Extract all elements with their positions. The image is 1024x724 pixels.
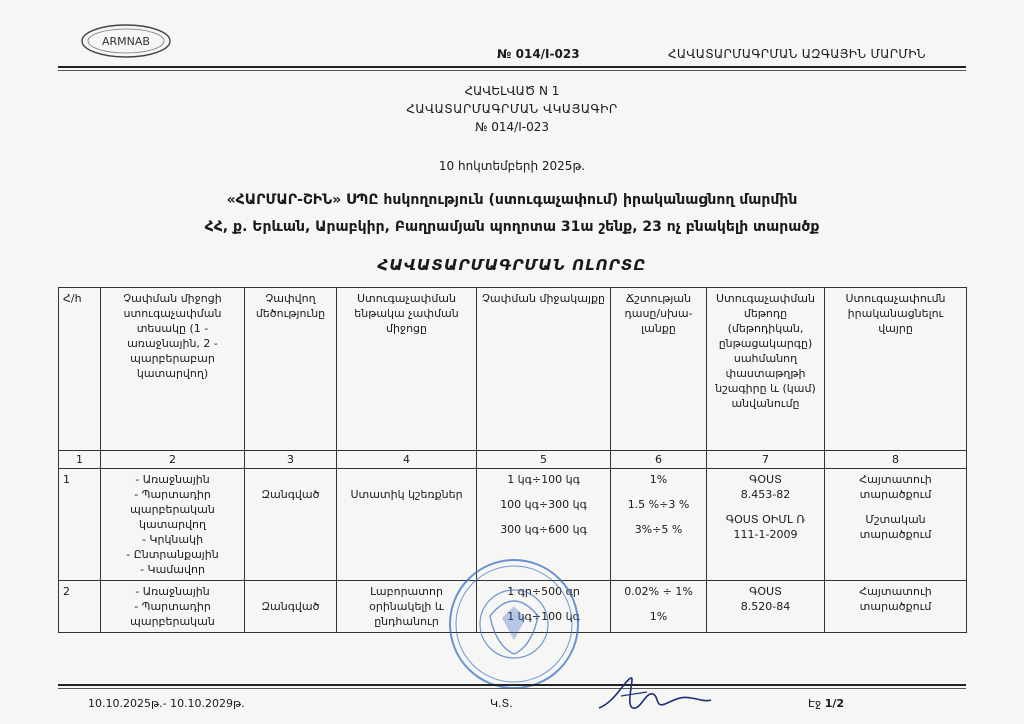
page-label: Էջ [808, 697, 822, 710]
header-divider-thin [58, 70, 966, 71]
column-number: 1 [59, 451, 101, 469]
header-divider [58, 66, 966, 68]
scope-title: ՀԱՎԱՏԱՐՄԱԳՐՄԱՆ ՈԼՈՐՏԸ [377, 256, 647, 274]
header-certificate-number: № 014/I-023 [497, 47, 580, 61]
column-number: 8 [825, 451, 967, 469]
header-no: Հ/հ [59, 288, 101, 451]
column-number: 7 [707, 451, 825, 469]
footer-divider-thin [58, 688, 966, 689]
row-places: Հայտատուի տարածքում [825, 581, 967, 633]
row-quantity: Զանգված [245, 581, 337, 633]
row-instrument: Լաբորատոր օրինակելի և ընդհանուր [337, 581, 477, 633]
header-organization: ՀԱՎԱՏԱՐՄԱԳՐՄԱՆ ԱԶԳԱՅԻՆ ՄԱՐՄԻՆ [668, 47, 926, 61]
row-no: 1 [59, 469, 101, 581]
column-number: 5 [477, 451, 611, 469]
column-number: 2 [101, 451, 245, 469]
row-accuracy: 1% 1.5 %÷3 % 3%÷5 % [611, 469, 707, 581]
page-number: 1/2 [824, 697, 845, 710]
annex-title: ՀԱՎԵԼՎԱԾ N 1 [464, 84, 560, 98]
official-seal-stamp [446, 556, 582, 692]
body-address: ՀՀ, ք. Երևան, Արաբկիր, Բաղրամյան պողոտա 31ա շենք, 23 ոչ բնակելի տարածք [204, 219, 820, 235]
header-range: Չափման միջակայքը [477, 288, 611, 451]
header-quantity: Չափվող մեծությունը [245, 288, 337, 451]
row-methods: ԳՕՍՏ 8.453-82 ԳՕՍՏ ՕԻՄԼ Ռ 111-1-2009 [707, 469, 825, 581]
certificate-number: № 014/I-023 [474, 120, 549, 134]
armnab-logo [80, 22, 172, 60]
row-places: Հայտատուի տարածքում Մշտական տարածքում [825, 469, 967, 581]
column-number: 4 [337, 451, 477, 469]
issue-date: 10 հոկտեմբերի 2025թ. [438, 159, 586, 173]
header-accuracy: Ճշտության դասը/սխա-լանքը [611, 288, 707, 451]
column-number: 3 [245, 451, 337, 469]
column-number-row [59, 451, 967, 469]
table-header-row [59, 288, 967, 451]
header-method: Ստուգաչափման մեթոդը (մեթոդիկան, ընթացակարգը) սահմանող փաստաթղթի նշագիրը և (կամ) անվանումը [707, 288, 825, 451]
row-methods: ԳՕՍՏ 8.520-84 [707, 581, 825, 633]
row-ranges: 1 գր÷500 գր 1 կգ÷100 կգ [477, 581, 611, 633]
header-instrument: Ստուգաչափման ենթակա չափման միջոցը [337, 288, 477, 451]
header-place: Ստուգաչափումն իրականացնելու վայրը [825, 288, 967, 451]
row-no: 2 [59, 581, 101, 633]
row-verification-types: - Առաջնային - Պարտադիր պարբերական [101, 581, 245, 633]
footer-divider [58, 684, 966, 686]
row-quantity: Զանգված [245, 469, 337, 581]
signature [595, 672, 715, 716]
header-verification-type: Չափման միջոցի ստուգաչափման տեսակը (1 - առաջնային, 2 - պարբերաբար կատարվող) [101, 288, 245, 451]
row-instrument: Ստատիկ կշեռքներ [337, 469, 477, 581]
column-number: 6 [611, 451, 707, 469]
row-accuracy: 0.02% ÷ 1% 1% [611, 581, 707, 633]
validity-period: 10.10.2025թ.- 10.10.2029թ. [88, 697, 245, 710]
row-ranges: 1 կգ÷100 կգ 100 կգ÷300 կգ 300 կգ÷600 կգ [477, 469, 611, 581]
page-indicator [808, 697, 844, 710]
seal-place-mark: Կ.Տ. [490, 697, 513, 710]
body-name: «ՀԱՐՄԱՐ-ՇԻՆ» ՍՊԸ հսկողություն (ստուգաչափում) իրականացնող մարմին [226, 192, 798, 208]
row-verification-types: - Առաջնային - Պարտադիր պարբերական կատարվող - Կրկնակի - Ընտրանքային - Կամավոր [101, 469, 245, 581]
logo-text: ARMNAB [102, 35, 150, 48]
certificate-title: ՀԱՎԱՏԱՐՄԱԳՐՄԱՆ ՎԿԱՅԱԳԻՐ [406, 102, 618, 116]
